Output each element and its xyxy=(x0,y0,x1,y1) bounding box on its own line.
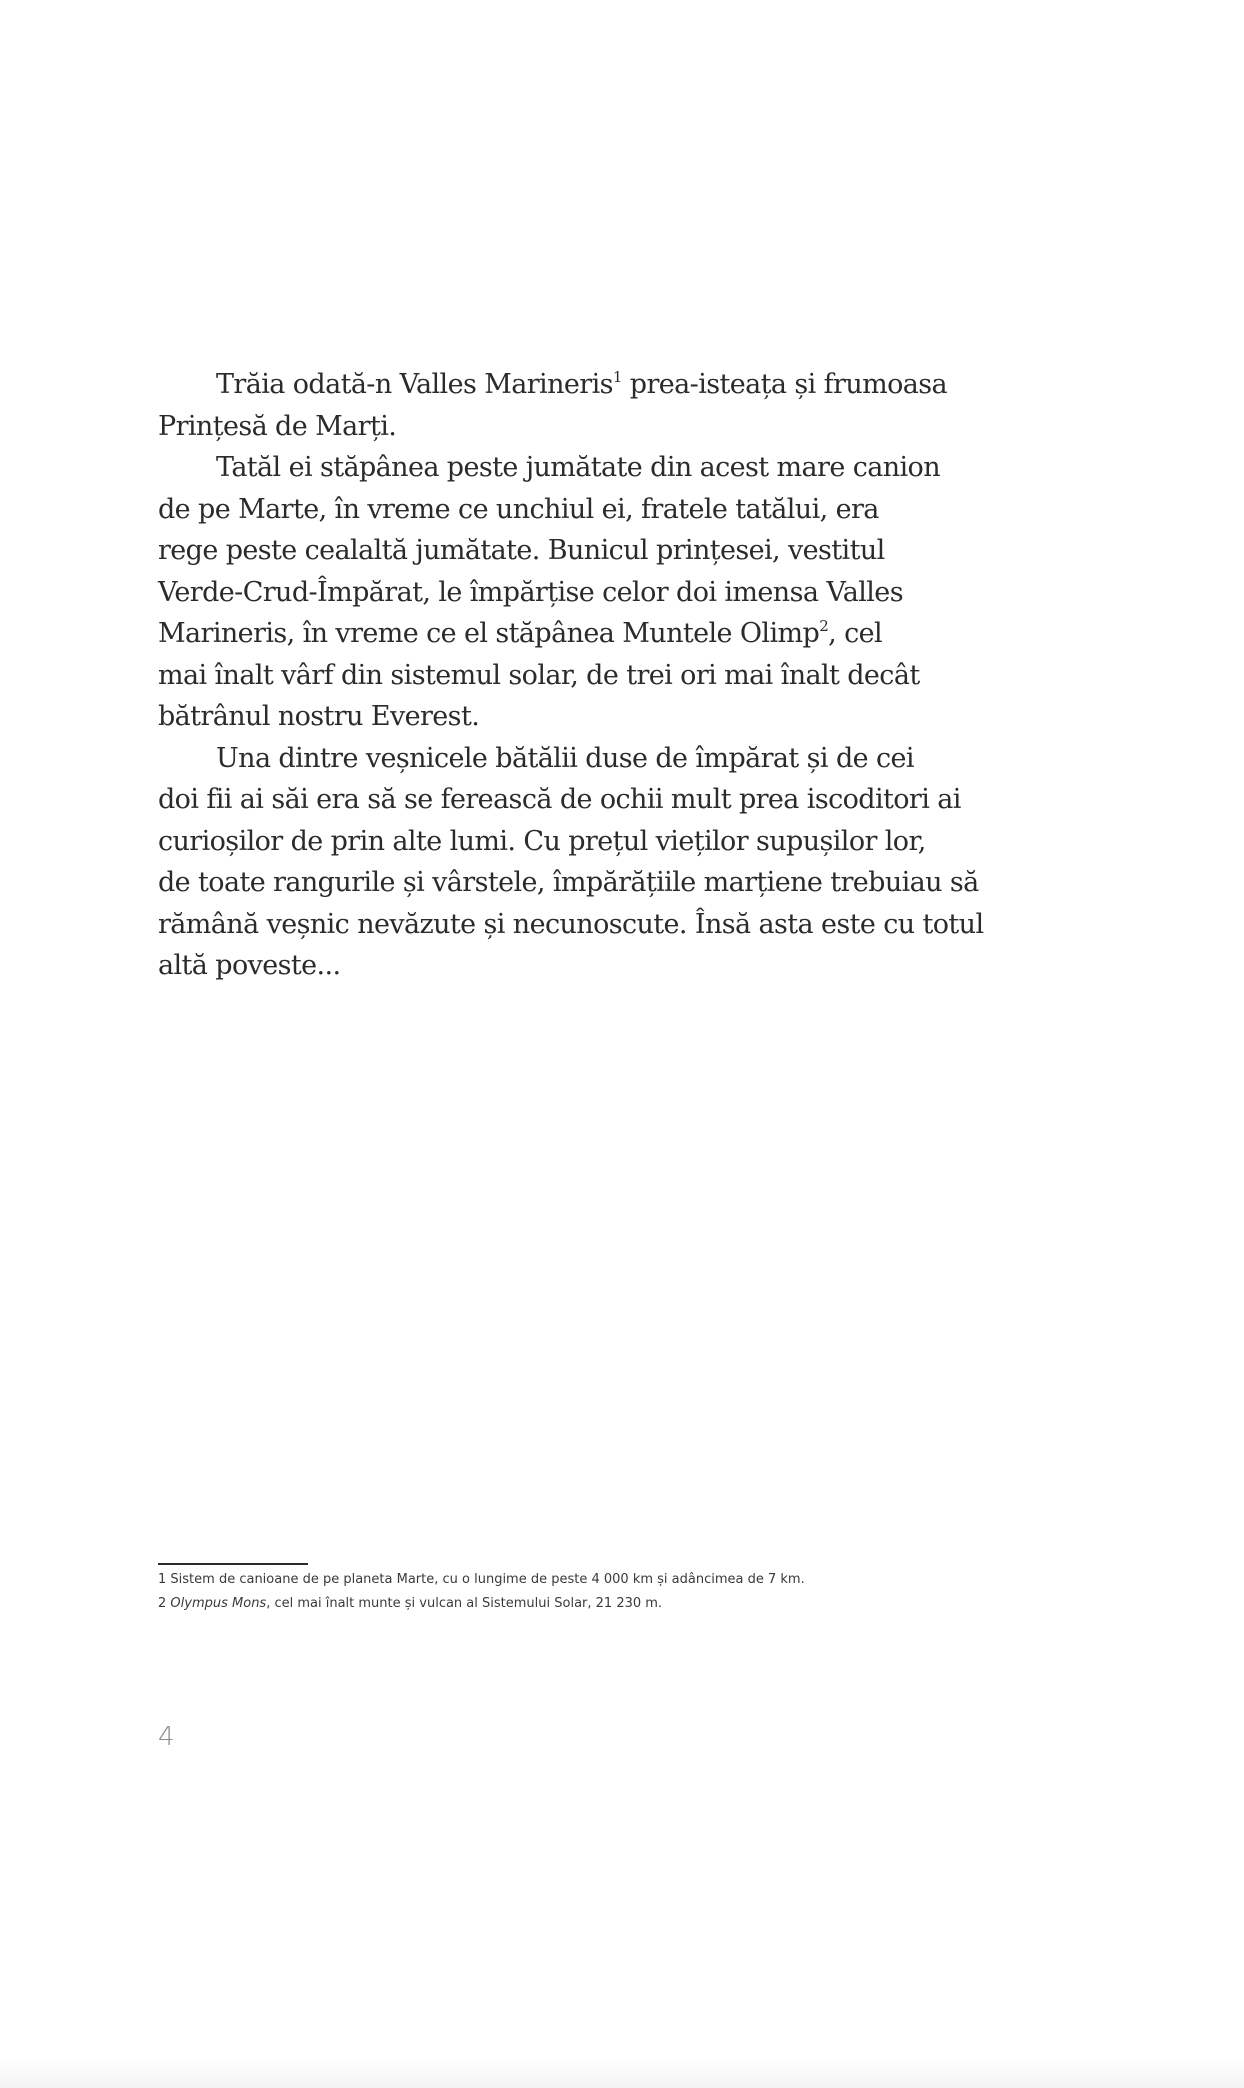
paragraph-1 xyxy=(158,364,968,447)
text-line: Marineris, în vreme ce el stăpânea Muntele Olimp$^2$, cel xyxy=(158,617,883,649)
text-line: de pe Marte, în vreme ce unchiul ei, fratele tatălui, era xyxy=(158,493,879,525)
footnote-ref-2[interactable]: 2 xyxy=(819,617,829,635)
text-line: doi fii ai săi era să se ferească de ochii mult prea iscoditori ai xyxy=(158,784,961,815)
footnotes xyxy=(158,1568,805,1616)
footnote-2: 2 Olympus Mons, cel mai înalt munte și vulcan al Sistemului Solar, 21 230 m. xyxy=(158,1596,663,1611)
paragraph-3 xyxy=(158,738,984,987)
text-line: Una dintre veșnicele bătălii duse de împărat și de cei xyxy=(216,742,914,774)
text-line: altă poveste... xyxy=(158,950,341,981)
text-line: bătrânul nostru Everest. xyxy=(158,701,480,732)
text-line: Verde-Crud-Împărat, le împărțise celor doi imensa Valles xyxy=(158,576,903,608)
text-line: rege peste cealaltă jumătate. Bunicul prințesei, vestitul xyxy=(158,535,885,566)
text-line: rămână veșnic nevăzute și necunoscute. Însă asta este cu totul xyxy=(158,908,984,940)
page-edge-shade xyxy=(0,2058,1244,2088)
page-number: 4 xyxy=(158,1722,175,1752)
footnote-1: 1 Sistem de canioane de pe planeta Marte, cu o lungime de peste 4 000 km și adâncimea de 7 km. xyxy=(158,1572,805,1587)
text-line: de toate rangurile și vârstele, împărățiile marțiene trebuiau să xyxy=(158,867,979,898)
text-line: mai înalt vârf din sistemul solar, de trei ori mai înalt decât xyxy=(158,659,920,691)
body-text xyxy=(158,364,984,987)
text-line: curioșilor de prin alte lumi. Cu prețul vieților supușilor lor, xyxy=(158,825,926,857)
text-line: Trăia odată-n Valles Marineris$^1$ prea-isteața și frumoasa xyxy=(216,368,948,400)
text-line: Tatăl ei stăpânea peste jumătate din acest mare canion xyxy=(216,452,940,483)
paragraph-2 xyxy=(158,447,968,738)
footnote-divider xyxy=(158,1563,308,1565)
footnote-ref-1[interactable]: 1 xyxy=(612,368,622,386)
text-line: Prințesă de Marți. xyxy=(158,410,397,442)
